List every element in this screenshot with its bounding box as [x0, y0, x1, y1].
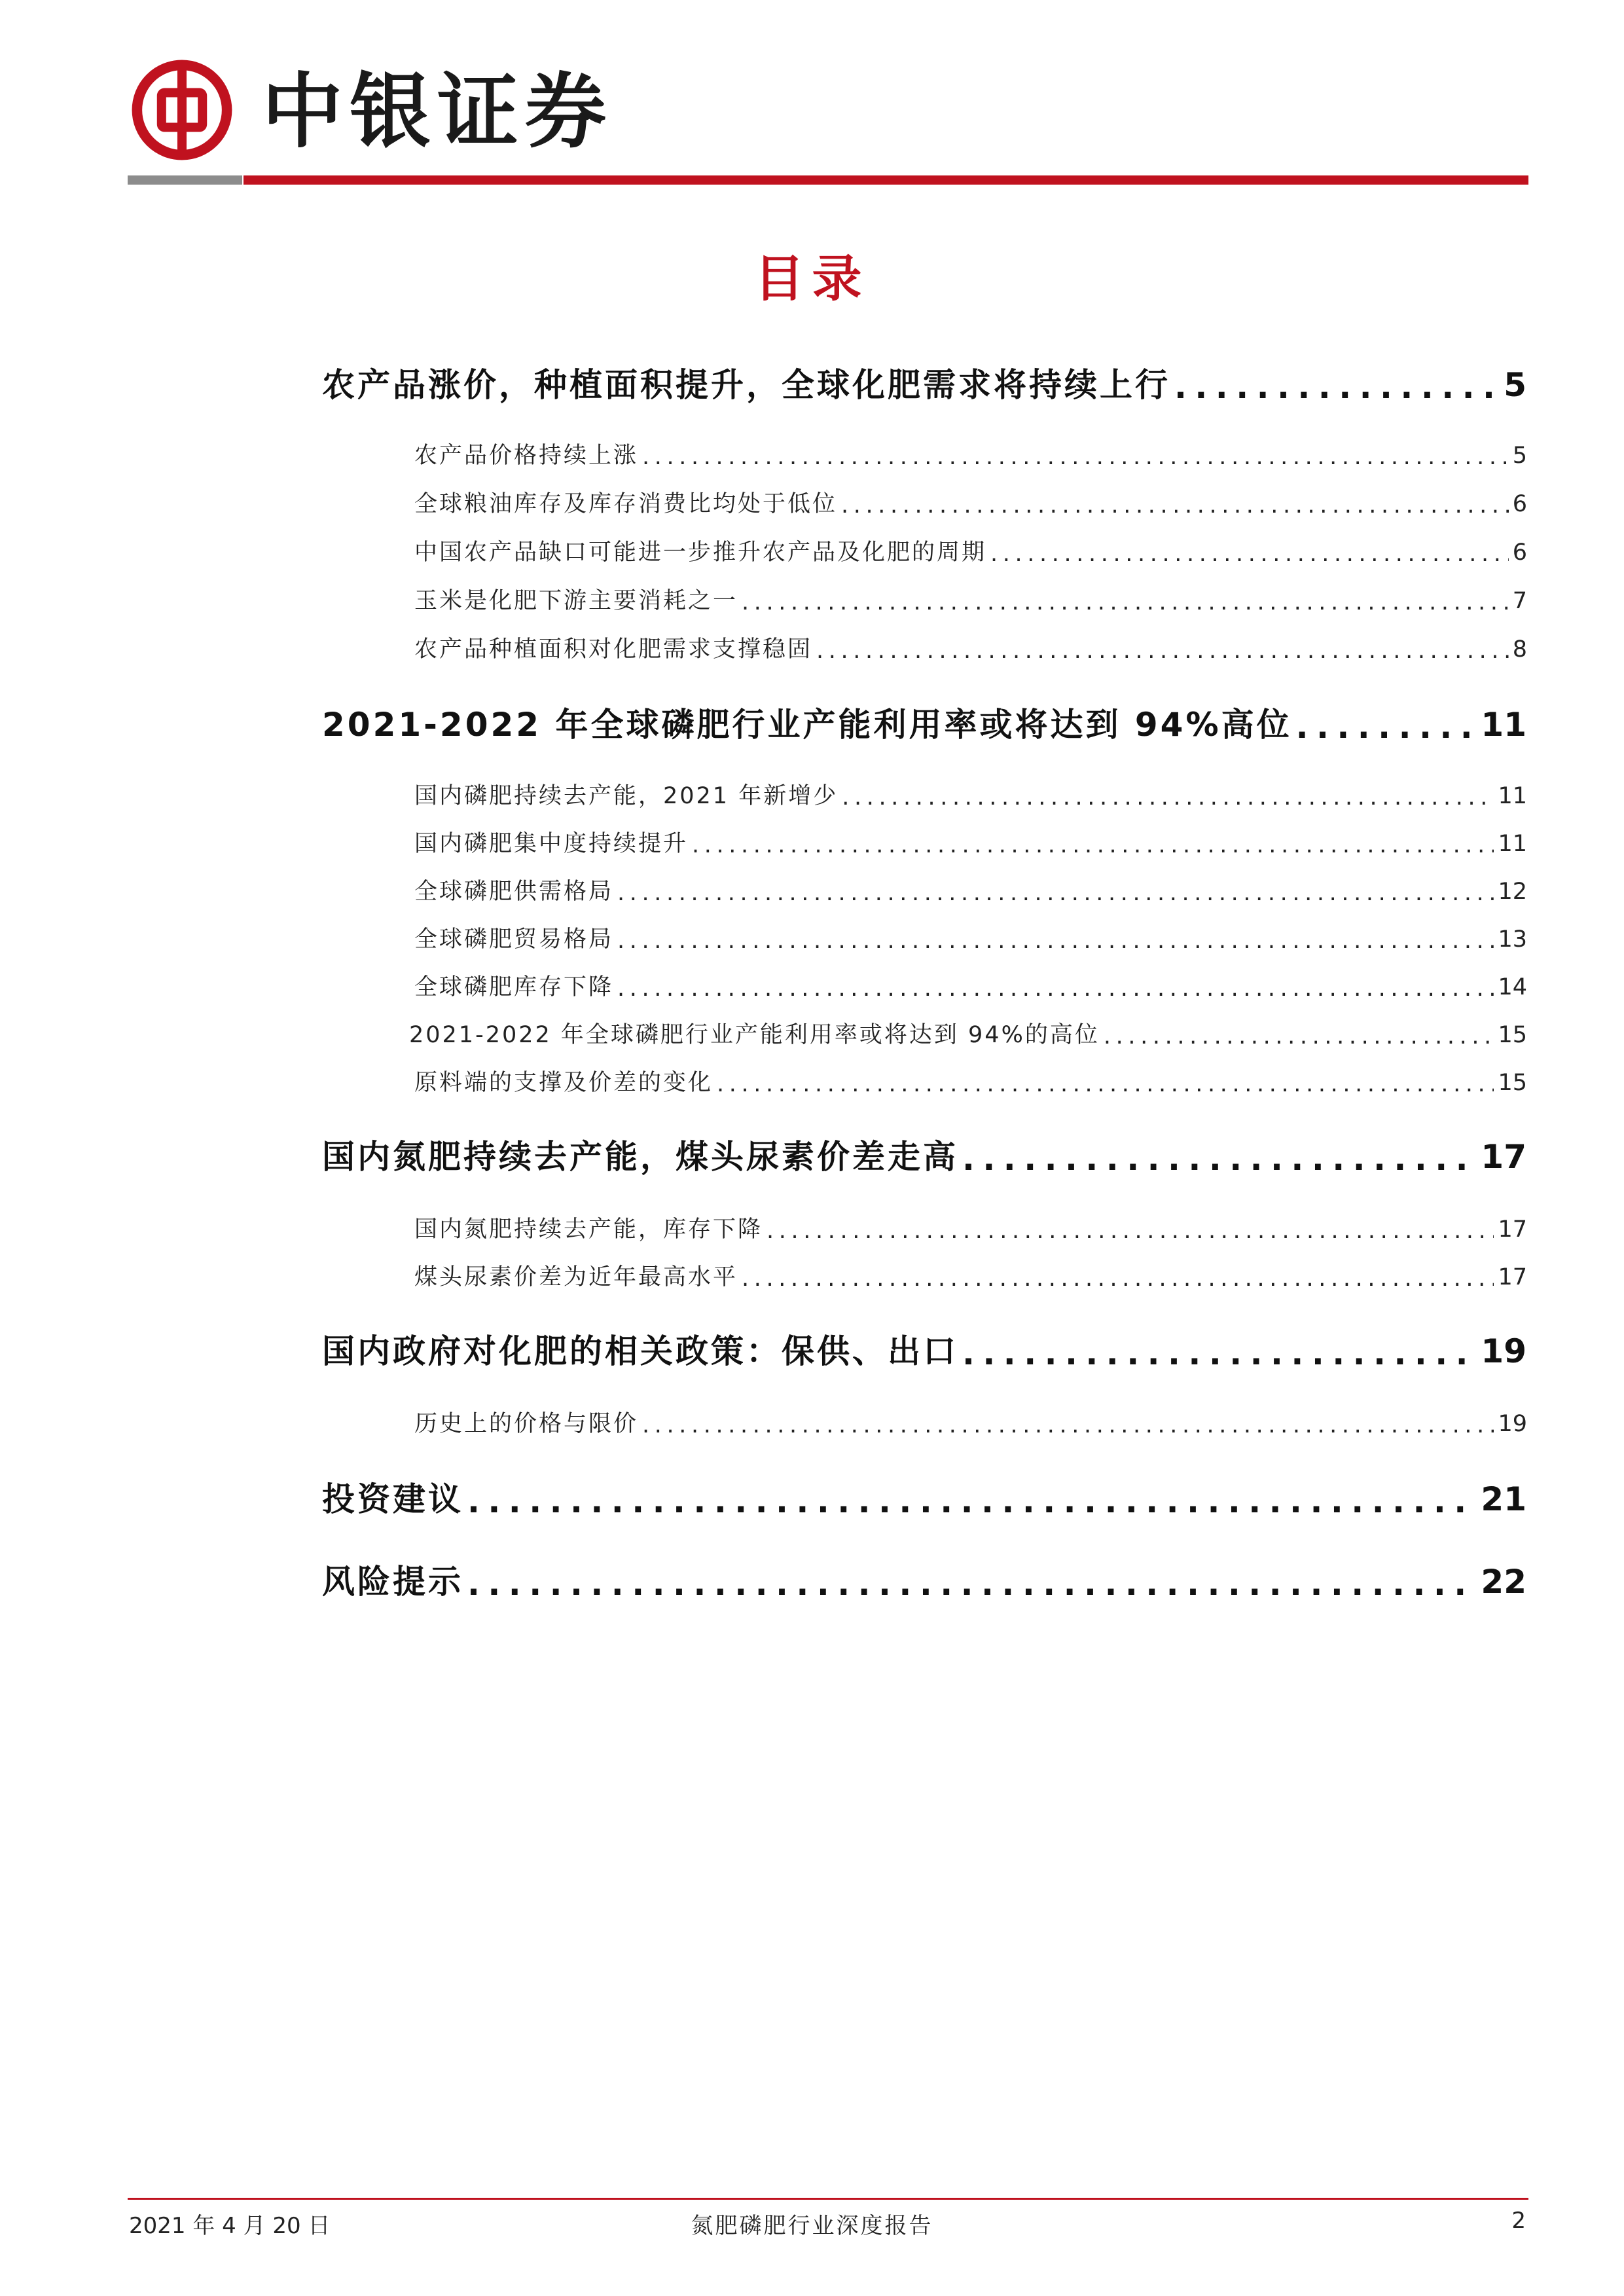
toc-entry-text: 投资建议 — [322, 1480, 463, 1518]
dot-leader — [742, 1266, 1494, 1288]
toc-entry-section[interactable] — [322, 359, 1526, 406]
toc-entry-page: 6 — [1512, 539, 1527, 566]
toc-entry-text: 农产品价格持续上涨 — [414, 443, 639, 469]
toc-entry-subsection[interactable] — [414, 437, 1527, 470]
dot-leader — [717, 1071, 1494, 1094]
dot-leader — [990, 541, 1509, 564]
toc-entry-section[interactable] — [322, 699, 1526, 746]
dot-leader — [617, 880, 1494, 903]
dot-leader — [962, 1140, 1477, 1173]
toc-entry-subsection[interactable] — [409, 1017, 1527, 1049]
toc-entry-text: 国内磷肥持续去产能，2021 年新增少 — [414, 783, 839, 809]
footer-page-number: 2 — [1511, 2208, 1526, 2234]
toc-entry-subsection[interactable] — [414, 631, 1527, 664]
toc-entry-page: 5 — [1512, 443, 1527, 469]
dot-leader — [467, 1565, 1477, 1597]
toc-entry-page: 21 — [1481, 1480, 1526, 1518]
dot-leader — [842, 784, 1494, 807]
toc-entry-subsection[interactable] — [414, 778, 1527, 811]
toc-entry-text: 原料端的支撑及价差的变化 — [414, 1070, 713, 1096]
toc-entry-text: 玉米是化肥下游主要消耗之一 — [414, 588, 738, 614]
toc-entry-page: 22 — [1481, 1563, 1526, 1601]
dot-leader — [816, 638, 1509, 661]
dot-leader — [841, 492, 1509, 515]
toc-entry-page: 6 — [1512, 491, 1527, 517]
toc-entry-subsection[interactable] — [414, 873, 1527, 906]
brand-name: 中银证券 — [262, 64, 613, 159]
toc-entry-page: 13 — [1498, 926, 1527, 953]
toc-entry-text: 2021-2022 年全球磷肥行业产能利用率或将达到 94%高位 — [322, 706, 1292, 744]
toc-entry-subsection[interactable] — [414, 921, 1527, 954]
toc-entry-subsection[interactable] — [414, 1065, 1527, 1097]
toc-entry-text: 农产品种植面积对化肥需求支撑稳固 — [414, 636, 813, 663]
toc-entry-section[interactable] — [322, 1131, 1526, 1178]
dot-leader — [642, 444, 1509, 467]
toc-entry-text: 中国农产品缺口可能进一步推升农产品及化肥的周期 — [414, 539, 987, 566]
dot-leader — [642, 1412, 1494, 1435]
toc-entry-subsection[interactable] — [414, 1406, 1527, 1438]
footer-report-title: 氮肥磷肥行业深度报告 — [691, 2213, 933, 2239]
toc-entry-text: 风险提示 — [322, 1563, 463, 1601]
footer-rule — [128, 2198, 1528, 2200]
toc-entry-page: 14 — [1498, 974, 1527, 1000]
dot-leader — [692, 832, 1494, 855]
toc-entry-text: 全球磷肥库存下降 — [414, 974, 614, 1000]
dot-leader — [1174, 368, 1500, 401]
toc-entry-section[interactable] — [322, 1473, 1526, 1520]
toc-entry-page: 19 — [1498, 1411, 1527, 1437]
toc-entry-page: 12 — [1498, 879, 1527, 905]
toc-entry-section[interactable] — [322, 1325, 1526, 1372]
footer-date: 2021 年 4 月 20 日 — [129, 2213, 331, 2239]
toc-entry-subsection[interactable] — [414, 486, 1527, 519]
toc-entry-subsection[interactable] — [414, 1259, 1527, 1292]
dot-leader — [467, 1482, 1477, 1515]
dot-leader — [1104, 1023, 1494, 1046]
toc-entry-page: 17 — [1481, 1138, 1526, 1176]
toc-entry-text: 国内氮肥持续去产能，库存下降 — [414, 1216, 763, 1243]
toc-entry-text: 全球粮油库存及库存消费比均处于低位 — [414, 491, 838, 517]
toc-entry-subsection[interactable] — [414, 534, 1527, 567]
toc-entry-subsection[interactable] — [414, 969, 1527, 1002]
toc-entry-text: 2021-2022 年全球磷肥行业产能利用率或将达到 94%的高位 — [409, 1022, 1100, 1048]
toc-entry-text: 全球磷肥供需格局 — [414, 879, 614, 905]
toc-entry-subsection[interactable] — [414, 583, 1527, 615]
toc-entry-page: 11 — [1481, 706, 1526, 744]
toc-entry-section[interactable] — [322, 1556, 1526, 1603]
toc-title: 目录 — [754, 249, 870, 308]
toc-entry-page: 17 — [1498, 1264, 1527, 1290]
dot-leader — [617, 975, 1494, 998]
toc-entry-text: 煤头尿素价差为近年最高水平 — [414, 1264, 738, 1290]
dot-leader — [767, 1218, 1494, 1241]
toc-entry-text: 历史上的价格与限价 — [414, 1411, 639, 1437]
toc-entry-text: 全球磷肥贸易格局 — [414, 926, 614, 953]
toc-entry-text: 国内政府对化肥的相关政策：保供、出口 — [322, 1332, 958, 1370]
toc-entry-page: 15 — [1498, 1070, 1527, 1096]
toc-entry-page: 11 — [1498, 831, 1527, 857]
toc-entry-text: 国内磷肥集中度持续提升 — [414, 831, 689, 857]
toc-entry-page: 11 — [1498, 783, 1527, 809]
dot-leader — [742, 589, 1509, 612]
toc-entry-subsection[interactable] — [414, 826, 1527, 858]
toc-entry-page: 17 — [1498, 1216, 1527, 1243]
dot-leader — [1296, 708, 1477, 740]
toc-entry-page: 15 — [1498, 1022, 1527, 1048]
dot-leader — [962, 1334, 1477, 1367]
toc-entry-page: 8 — [1512, 636, 1527, 663]
toc-entry-page: 19 — [1481, 1332, 1526, 1370]
toc-entry-page: 7 — [1512, 588, 1527, 614]
toc-entry-text: 农产品涨价，种植面积提升，全球化肥需求将持续上行 — [322, 366, 1170, 404]
toc-entry-page: 5 — [1504, 366, 1526, 404]
toc-entry-subsection[interactable] — [414, 1211, 1527, 1244]
dot-leader — [617, 928, 1494, 951]
toc-entry-text: 国内氮肥持续去产能，煤头尿素价差走高 — [322, 1138, 958, 1176]
